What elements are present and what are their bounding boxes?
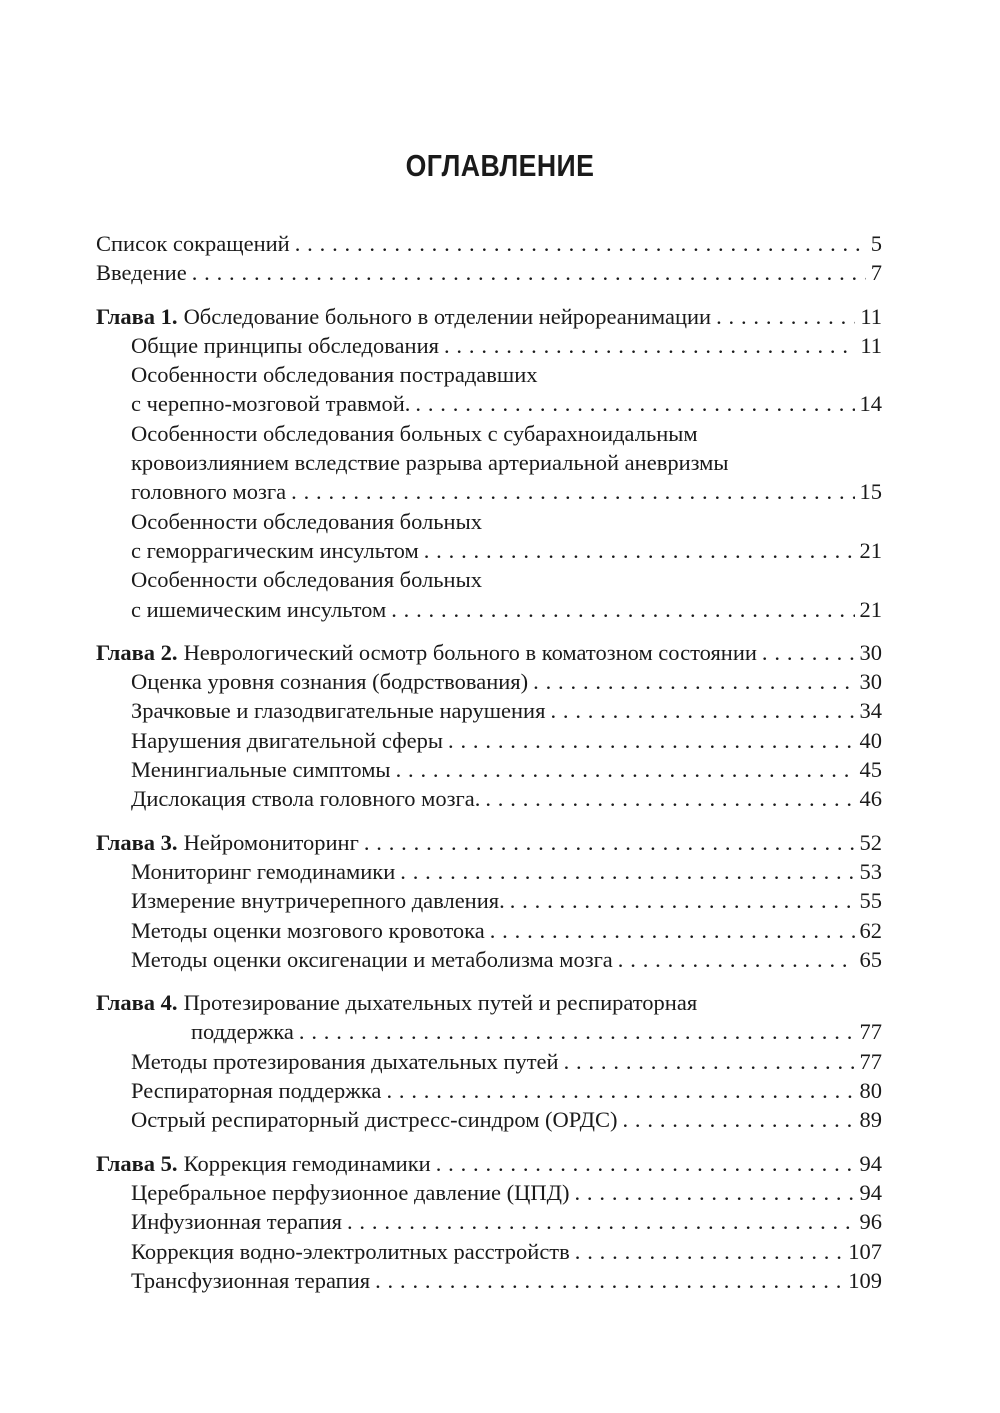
toc-section-entry[interactable] (96, 755, 882, 784)
toc-group (96, 229, 882, 288)
toc-section-entry[interactable] (96, 945, 882, 974)
entry-title: Методы оценки оксигенации и метаболизма мозга (131, 946, 613, 972)
toc-section-entry[interactable] (96, 1178, 882, 1207)
page-number: 89 (859, 1107, 882, 1133)
toc-section-entry[interactable] (96, 1076, 882, 1105)
page-number: 14 (859, 391, 882, 417)
dot-leader (575, 1237, 843, 1266)
page-number: 52 (859, 829, 882, 855)
toc-chapter-entry[interactable] (96, 1149, 882, 1178)
entry-title: Нейромониторинг (183, 829, 359, 855)
entry-title: Особенности обследования пострадавших (131, 362, 538, 388)
entry-title: с черепно-мозговой травмой. (131, 391, 411, 417)
entry-title: Обследование больного в отделении нейрореанимации (183, 303, 712, 329)
toc-line (96, 726, 882, 755)
page-number: 21 (859, 596, 882, 622)
dot-leader (622, 1105, 854, 1134)
toc-chapter-entry[interactable] (96, 988, 882, 1047)
dot-leader (574, 1178, 854, 1207)
page-number: 77 (859, 1048, 882, 1074)
toc-chapter-entry[interactable] (96, 638, 882, 667)
entry-title: Особенности обследования больных с субарахноидальным (131, 420, 698, 446)
dot-leader (564, 1047, 855, 1076)
toc-line (96, 360, 882, 389)
entry-title: кровоизлиянием вследствие разрыва артериальной аневризмы (131, 450, 729, 476)
toc-line (96, 988, 882, 1017)
dot-leader (510, 886, 855, 915)
dot-leader (490, 916, 855, 945)
toc-line (96, 638, 882, 667)
dot-leader (347, 1207, 855, 1236)
chapter-label: Глава 4. (96, 990, 178, 1016)
entry-title: Трансфузионная терапия (131, 1267, 371, 1293)
dot-leader (448, 726, 854, 755)
toc-section-entry[interactable] (96, 1237, 882, 1266)
chapter-label: Глава 2. (96, 639, 178, 665)
entry-title: Церебральное перфузионное давление (ЦПД) (131, 1179, 570, 1205)
entry-title: Общие принципы обследования (131, 332, 439, 358)
entry-title: Респираторная поддержка (131, 1078, 382, 1104)
toc-section-entry[interactable] (96, 1047, 882, 1076)
toc-chapter-entry[interactable] (96, 828, 882, 857)
entry-title: Коррекция водно-электролитных расстройств (131, 1238, 570, 1264)
entry-title: Зрачковые и глазодвигательные нарушения (131, 698, 546, 724)
entry-title: Коррекция гемодинамики (183, 1150, 431, 1176)
entry-title: Нарушения двигательной сферы (131, 727, 444, 753)
entry-title: Список сокращений (96, 231, 290, 256)
page-number: 96 (859, 1209, 882, 1235)
page-number: 11 (860, 332, 882, 358)
toc-line (96, 331, 882, 360)
page-number: 65 (859, 946, 882, 972)
entry-title: Острый респираторный дистресс-синдром (ОРДС) (131, 1107, 618, 1133)
toc-line (96, 886, 882, 915)
entry-title: с ишемическим инсультом (131, 596, 387, 622)
toc-line (96, 565, 882, 594)
toc-group (96, 302, 882, 624)
page-number: 107 (848, 1238, 882, 1264)
toc-line (96, 667, 882, 696)
toc-section-entry[interactable] (96, 360, 882, 419)
toc-section-entry[interactable] (96, 1105, 882, 1134)
page-number: 80 (859, 1078, 882, 1104)
entry-title: с геморрагическим инсультом (131, 537, 419, 563)
entry-title: Мониторинг гемодинамики (131, 858, 396, 884)
dot-leader (550, 696, 854, 725)
dot-leader (386, 1076, 854, 1105)
toc-section-entry[interactable] (96, 857, 882, 886)
toc-section-entry[interactable] (96, 726, 882, 755)
dot-leader (299, 1017, 855, 1046)
toc-section-entry[interactable] (96, 916, 882, 945)
dot-leader (192, 258, 866, 287)
toc-line (96, 448, 882, 477)
entry-title: Измерение внутричерепного давления. (131, 888, 505, 914)
dot-leader (444, 331, 855, 360)
toc-section-entry[interactable] (96, 507, 882, 566)
entry-title: Дислокация ствола головного мозга. (131, 786, 481, 812)
page-number: 109 (848, 1267, 882, 1293)
entry-title: Методы оценки мозгового кровотока (131, 917, 485, 943)
entry-title: головного мозга (131, 479, 287, 505)
toc-line (96, 1207, 882, 1236)
dot-leader (424, 536, 855, 565)
toc-section-entry[interactable] (96, 331, 882, 360)
toc-entry[interactable] (96, 258, 882, 287)
page-number: 30 (859, 669, 882, 695)
dot-leader (716, 302, 855, 331)
page-number: 45 (859, 757, 882, 783)
entry-title: Менингиальные симптомы (131, 757, 391, 783)
dot-leader (533, 667, 854, 696)
toc-chapter-entry[interactable] (96, 302, 882, 331)
page-number: 55 (859, 888, 882, 914)
toc-line (96, 784, 882, 813)
toc-section-entry[interactable] (96, 696, 882, 725)
dot-leader (436, 1149, 855, 1178)
entry-title: Протезирование дыхательных путей и респираторная (183, 990, 698, 1016)
toc-line (96, 1149, 882, 1178)
toc-line (96, 1105, 882, 1134)
entry-title: Методы протезирования дыхательных путей (131, 1048, 559, 1074)
entry-title: поддержка (191, 1019, 294, 1045)
toc-section-entry[interactable] (96, 419, 882, 507)
toc-section-entry[interactable] (96, 565, 882, 624)
chapter-label: Глава 1. (96, 303, 178, 329)
entry-title: Особенности обследования больных (131, 567, 482, 593)
toc-section-entry[interactable] (96, 1266, 882, 1295)
dot-leader (400, 857, 854, 886)
toc-section-entry[interactable] (96, 667, 882, 696)
toc-section-entry[interactable] (96, 886, 882, 915)
entry-title: Оценка уровня сознания (бодрствования) (131, 669, 529, 695)
page-number: 40 (859, 727, 882, 753)
toc-line (96, 507, 882, 536)
toc-line (96, 755, 882, 784)
toc-line (96, 229, 882, 258)
page-number: 34 (859, 698, 882, 724)
dot-leader (618, 945, 855, 974)
page-title: ОГЛАВЛЕНИЕ (405, 148, 595, 183)
toc-line (96, 302, 882, 331)
toc-line (96, 916, 882, 945)
toc-line (96, 857, 882, 886)
page-number: 30 (859, 639, 882, 665)
page-number: 53 (859, 858, 882, 884)
entry-title: Неврологический осмотр больного в коматозном состоянии (183, 639, 757, 665)
page-number: 94 (859, 1179, 882, 1205)
page-number: 77 (859, 1019, 882, 1045)
page-number: 21 (859, 537, 882, 563)
toc-group (96, 828, 882, 974)
toc-line (96, 1017, 882, 1046)
toc-line (96, 1047, 882, 1076)
toc-line (96, 828, 882, 857)
toc-group (96, 638, 882, 814)
toc-line (96, 1266, 882, 1295)
toc-line (96, 1237, 882, 1266)
page-number: 5 (870, 231, 882, 256)
toc-line (96, 945, 882, 974)
toc-section-entry[interactable] (96, 1207, 882, 1236)
dot-leader (364, 828, 855, 857)
page-number: 7 (870, 260, 882, 286)
dot-leader (396, 755, 855, 784)
toc-section-entry[interactable] (96, 784, 882, 813)
entry-title: Особенности обследования больных (131, 508, 482, 534)
chapter-label: Глава 5. (96, 1150, 178, 1176)
toc-line (96, 1178, 882, 1207)
toc-line (96, 536, 882, 565)
chapter-label: Глава 3. (96, 829, 178, 855)
dot-leader (415, 389, 854, 418)
toc-line (96, 419, 882, 448)
dot-leader (295, 229, 866, 258)
page-number: 62 (859, 917, 882, 943)
toc-group (96, 1149, 882, 1295)
toc-line (96, 595, 882, 624)
toc-line (96, 258, 882, 287)
page-number: 11 (860, 303, 882, 329)
dot-leader (391, 595, 854, 624)
toc-line (96, 696, 882, 725)
page-number: 15 (859, 479, 882, 505)
toc-line (96, 477, 882, 506)
dot-leader (291, 477, 854, 506)
toc-group (96, 988, 882, 1134)
dot-leader (485, 784, 854, 813)
entry-title: Введение (96, 260, 187, 286)
dot-leader (375, 1266, 843, 1295)
table-of-contents (96, 229, 882, 1309)
toc-line (96, 389, 882, 418)
toc-entry[interactable] (96, 229, 882, 258)
entry-title: Инфузионная терапия (131, 1209, 342, 1235)
page-number: 94 (859, 1150, 882, 1176)
page-number: 46 (859, 786, 882, 812)
dot-leader (762, 638, 855, 667)
toc-line (96, 1076, 882, 1105)
